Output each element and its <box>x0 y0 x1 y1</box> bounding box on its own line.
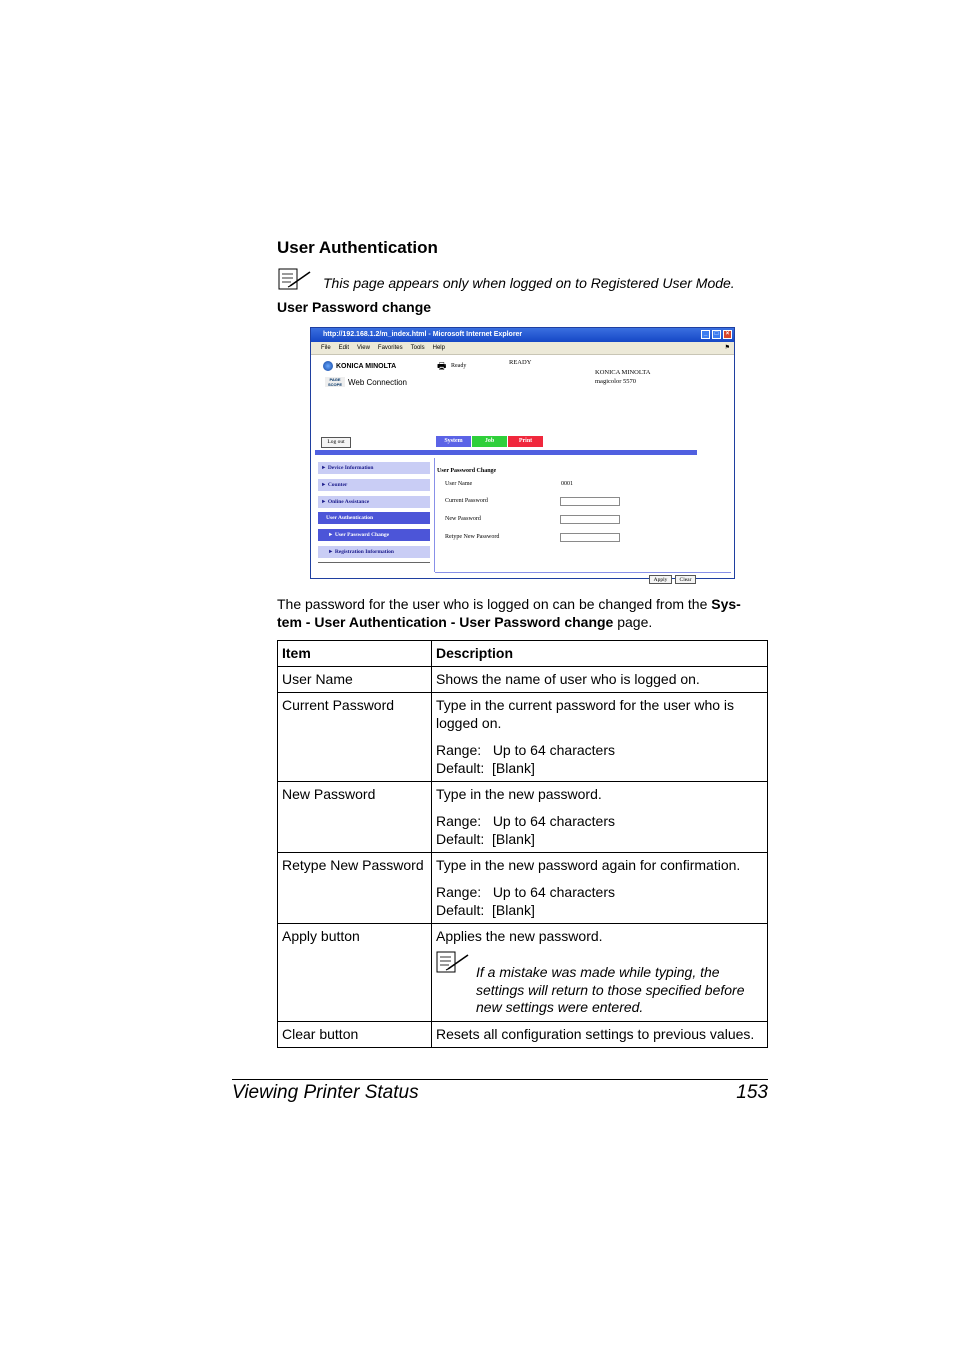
user-name-value: 0001 <box>561 481 573 487</box>
header-item: Item <box>278 641 432 667</box>
menu-favorites[interactable]: Favorites <box>377 345 403 351</box>
web-connection-logo: PAGE SCOPE Web Connection <box>325 377 407 387</box>
desc-cell: Shows the name of user who is logged on. <box>432 667 768 693</box>
tab-print[interactable]: Print <box>508 436 543 447</box>
ready-label: Ready <box>451 363 467 369</box>
menu-tools[interactable]: Tools <box>410 345 425 351</box>
menu-help[interactable]: Help <box>432 345 445 351</box>
retype-password-input[interactable] <box>560 533 620 542</box>
pagescope-logo: PAGE SCOPE <box>325 377 345 387</box>
menu-edit[interactable]: Edit <box>338 345 350 351</box>
main-tabs <box>436 436 543 447</box>
table-row <box>278 782 768 853</box>
menu-path: Sys-tem - User Authentication - User Password change <box>277 596 741 630</box>
form-title: User Password Change <box>437 468 497 474</box>
form-divider <box>435 572 731 573</box>
new-password-label: New Password <box>445 516 481 522</box>
item-cell: Apply button <box>278 924 432 1022</box>
table-row <box>278 924 768 1022</box>
section-title: User Authentication <box>277 238 438 257</box>
table-row <box>278 1021 768 1047</box>
sidebar-divider <box>318 562 430 563</box>
footer-rule <box>232 1079 768 1080</box>
table-header-row <box>278 641 768 667</box>
note-text: This page appears only when logged on to Registered User Mode. <box>323 275 735 291</box>
close-icon[interactable]: × <box>723 330 732 339</box>
sidebar-item-online-assistance[interactable]: ► Online Assistance <box>318 496 430 508</box>
header-divider <box>315 450 697 455</box>
sub-title: User Password change <box>277 299 432 315</box>
menu-bar <box>311 342 734 355</box>
content-divider <box>434 458 435 572</box>
ready-status: READY <box>509 359 532 366</box>
menu-file[interactable]: File <box>321 345 331 351</box>
retype-password-label: Retype New Password <box>445 534 500 540</box>
item-cell: Retype New Password <box>278 853 432 924</box>
sidebar-nav <box>318 462 430 563</box>
windows-flag-icon: ⚑ <box>724 345 730 351</box>
clear-button[interactable]: Clear <box>675 575 696 584</box>
sidebar-item-device-information[interactable]: ► Device Information <box>318 462 430 474</box>
sidebar-item-user-password-change[interactable]: ► User Password Change <box>318 529 430 541</box>
table-row <box>278 853 768 924</box>
item-cell: User Name <box>278 667 432 693</box>
desc-cell: Type in the current password for the user who is logged on. Range: Up to 64 characters Default: [Blank] <box>432 693 768 782</box>
user-name-label: User Name <box>445 481 473 487</box>
note-icon <box>436 951 470 973</box>
menu-view[interactable]: View <box>357 345 370 351</box>
current-password-label: Current Password <box>445 498 488 504</box>
konica-logo-icon <box>323 361 333 371</box>
desc-cell: Applies the new password. If a mistake was made while typing, the settings will return to those specified before new settings were entered. <box>432 924 768 1022</box>
printer-info: KONICA MINOLTA magicolor 5570 <box>595 369 651 385</box>
footer-title: Viewing Printer Status <box>232 1082 419 1103</box>
logout-button[interactable]: Log out <box>321 437 351 448</box>
page-number: 153 <box>736 1082 768 1103</box>
desc-cell: Resets all configuration settings to previous values. <box>432 1021 768 1047</box>
konica-logo: KONICA MINOLTA <box>323 361 396 371</box>
tab-job[interactable]: Job <box>472 436 507 447</box>
apply-button[interactable]: Apply <box>649 575 672 584</box>
item-cell: New Password <box>278 782 432 853</box>
header-description: Description <box>432 641 768 667</box>
sidebar-item-user-authentication[interactable]: User Authentication <box>318 512 430 524</box>
table-row <box>278 667 768 693</box>
browser-screenshot <box>310 327 735 583</box>
table-row <box>278 693 768 782</box>
minimize-icon[interactable]: _ <box>701 330 710 339</box>
item-cell: Clear button <box>278 1021 432 1047</box>
window-titlebar <box>311 328 734 342</box>
desc-cell: Type in the new password again for confirmation. Range: Up to 64 characters Default: [Blank] <box>432 853 768 924</box>
printer-icon: 🖶 <box>437 361 447 372</box>
sidebar-item-counter[interactable]: ► Counter <box>318 479 430 491</box>
note-icon <box>278 268 312 290</box>
intro-paragraph: The password for the user who is logged on can be changed from the Sys-tem - User Authentication - User Password change page. <box>277 596 741 630</box>
current-password-input[interactable] <box>560 497 620 506</box>
new-password-input[interactable] <box>560 515 620 524</box>
maximize-icon[interactable]: □ <box>712 330 721 339</box>
window-title: http://192.168.1.2/m_index.html - Microsoft Internet Explorer <box>323 331 523 338</box>
apply-note: If a mistake was made while typing, the settings will return to those specified before new settings were entered. <box>476 964 745 1015</box>
desc-cell: Type in the new password. Range: Up to 64 characters Default: [Blank] <box>432 782 768 853</box>
tab-system[interactable]: System <box>436 436 471 447</box>
item-cell: Current Password <box>278 693 432 782</box>
sidebar-item-registration-information[interactable]: ► Registration Information <box>318 546 430 558</box>
description-table <box>277 640 768 1048</box>
